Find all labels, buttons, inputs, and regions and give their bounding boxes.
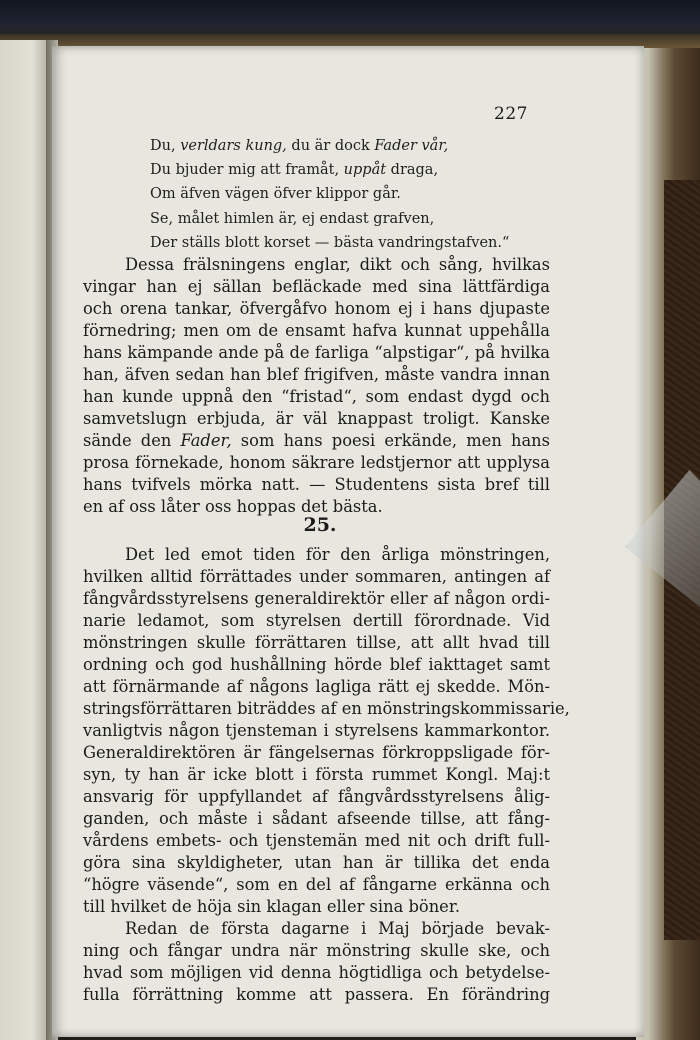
paragraph-line: Redan de första dagarne i Maj började bevak- [125, 919, 550, 938]
paragraph-line: göra sina skyldigheter, utan han är tillika det enda [83, 853, 550, 872]
poem-line: Se, målet himlen är, ej endast grafven, [150, 210, 435, 227]
left-page-edge [0, 40, 48, 1040]
paragraph-line: sände den Fader, som hans poesi erkände, men hans [83, 431, 551, 450]
paragraph-line: ning och fångar undra när mönstring skulle ske, och [83, 941, 550, 960]
page-number: 227 [494, 104, 528, 124]
paragraph-line: narie ledamot, som styrelsen dertill förordnade. Vid [83, 611, 550, 630]
paragraph-line: en af oss låter oss hoppas det bästa. [83, 497, 383, 516]
paragraph-line: ganden, och måste i sådant afseende tillse, att fång- [83, 809, 550, 828]
paragraph-line: att förnärmande af någons lagliga rätt ej skedde. Mön- [83, 677, 550, 696]
poem-line-text: Du, verldars kung, du är dock Fader vår, [150, 138, 449, 154]
poem-line [150, 158, 490, 182]
paragraph-line: samvetslugn erbjuda, är väl knappast troligt. Kanske [83, 409, 550, 428]
paragraph-line: ordning och god hushållning hörde blef iakttaget samt [83, 655, 550, 674]
paragraph-line: och orena tankar, öfvergåfvo honom ej i hans djupaste [83, 299, 550, 318]
paragraph-line: till hvilket de höja sin klagan eller sina böner. [83, 897, 460, 916]
poem-line: Der ställs blott korset — bästa vandringstafven.“ [150, 234, 510, 251]
paragraph-line: prosa förnekade, honom säkrare ledstjernor att upplysa [83, 453, 550, 472]
poem-line-text: Du bjuder mig att framåt, uppåt draga, [150, 162, 439, 179]
paragraph-line: han kunde uppnå den “fristad“, som endast dygd och [83, 387, 550, 406]
paragraph-line: vingar han ej sällan befläckade med sina lättfärdiga [83, 277, 550, 296]
paragraph-line: hvilken alltid förrättades under sommaren, antingen af [83, 567, 550, 586]
paragraph-line: stringsförrättaren biträddes af en mönstringskommissarie, [83, 699, 570, 718]
paragraph-line: vanligtvis någon tjensteman i styrelsens kammarkontor. [83, 721, 550, 740]
paragraph-line: “högre väsende“, som en del af fångarne erkänna och [83, 875, 550, 894]
paragraph-line: hans kämpande ande på de farliga “alpstigar“, på hvilka [83, 343, 550, 362]
paragraph-line: mönstringen skulle förrättaren tillse, att allt hvad till [83, 633, 550, 652]
paragraph-line: hans tvifvels mörka natt. — Studentens sista bref till [83, 475, 550, 494]
poem-block [150, 134, 510, 255]
poem-line: Om äfven vägen öfver klippor går. [150, 186, 401, 203]
paragraph-line: Generaldirektören är fängelsernas förkroppsligade för- [83, 743, 550, 762]
paragraph-line: fångvårdsstyrelsens generaldirektör eller af någon ordi- [83, 589, 550, 608]
paragraph-line: vårdens embets- och tjenstemän med nit och drift full- [83, 831, 550, 850]
poem-line [150, 134, 490, 158]
paragraph-line: fulla förrättning komme att passera. En förändring [83, 985, 550, 1004]
paragraph-line: hvad som möjligen vid denna högtidliga och betydelse- [83, 963, 550, 982]
paragraph-line: Dessa frälsningens englar, dikt och sång, hvilkas [125, 255, 550, 274]
section-number: 25. [303, 514, 337, 536]
paragraph-line: han, äfven sedan han blef frigifven, måste vandra innan [83, 365, 550, 384]
paragraph-line: ansvarig för uppfyllandet af fångvårdsstyrelsens ålig- [83, 787, 550, 806]
paragraph-line: förnedring; men om de ensamt hafva kunnat uppehålla [83, 321, 550, 340]
paragraph-line: syn, ty han är icke blott i första rummet Kongl. Maj:t [83, 765, 550, 784]
paragraph-line: Det led emot tiden för den årliga mönstringen, [125, 545, 550, 564]
